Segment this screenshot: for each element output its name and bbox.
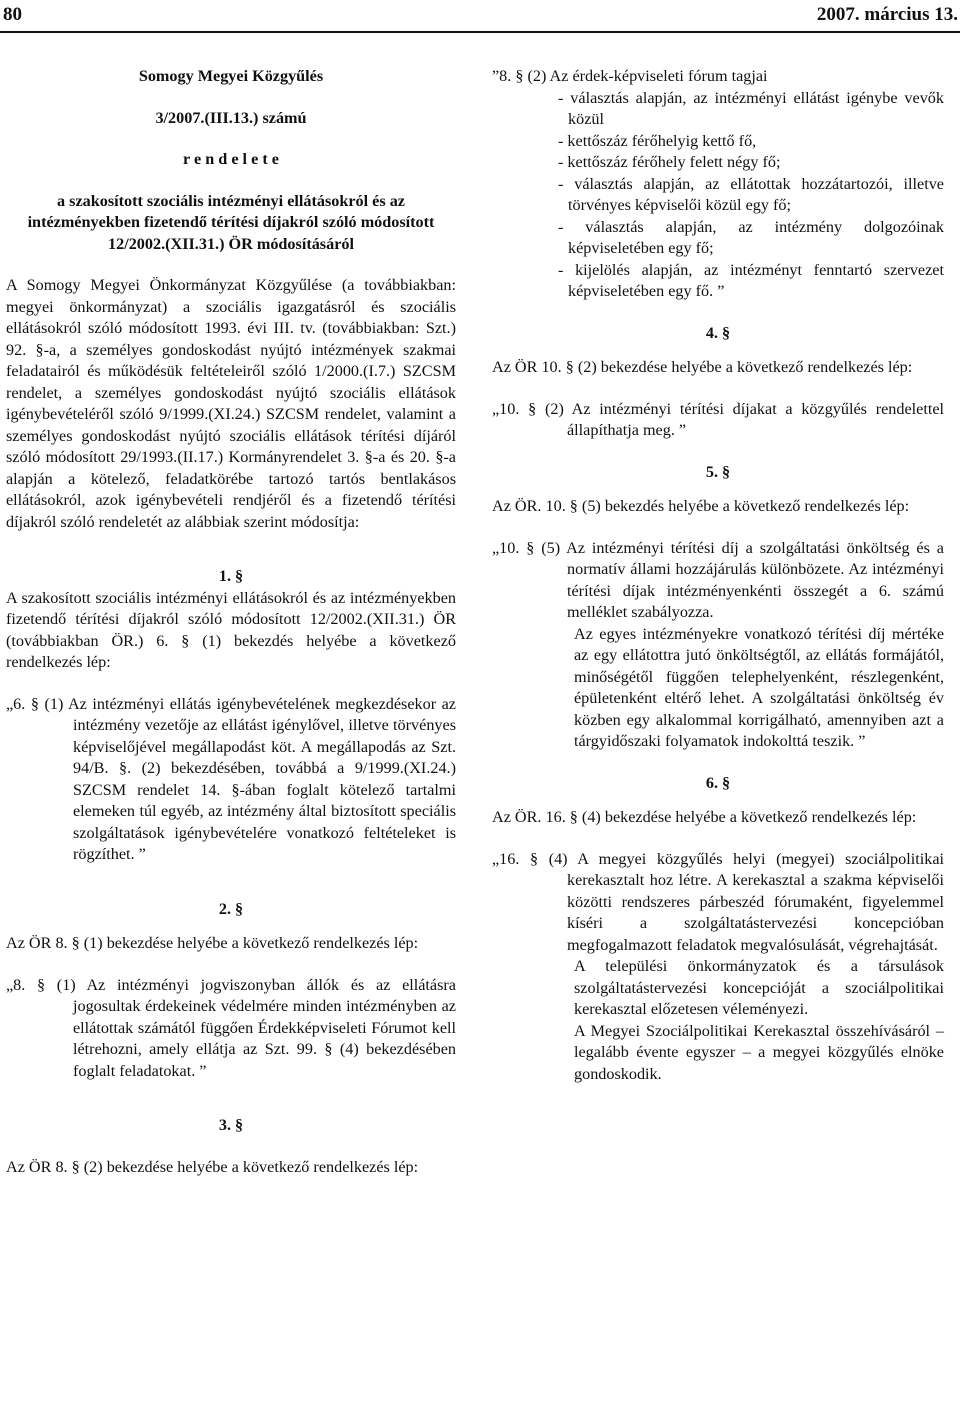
header-date: 2007. március 13.	[816, 4, 958, 25]
page-number: 80	[3, 4, 22, 25]
list-item: - választás alapján, az intézményi ellátást igénybe vevők közül	[558, 88, 944, 128]
decree-number: 3/2007.(III.13.) számú	[155, 108, 307, 127]
left-column	[6, 66, 456, 1178]
decree-title: a szakosított szociális intézményi ellátásokról és az intézményekben fizetendő térítési díjakról szóló módosított 12/2002.(XII.31.) ÖR módosításáról	[27, 191, 435, 253]
section-2-text: Az ÖR 8. § (1) bekezdése helyébe a következő rendelkezés lép:	[6, 934, 419, 952]
section-5-heading: 5. §	[705, 462, 731, 481]
header-rule	[0, 31, 960, 33]
right-column	[492, 66, 944, 1085]
section-2-quote: „8. § (1) Az intézményi jogviszonyban állók és az ellátásra jogosultak érdekeinek védelmére minden intézményben az ellátottak számától függően Érdekképviseleti Fórumot kell létrehozni, amely ellátja az Szt. 99. § (4) bekezdésében foglalt feladatokat. ”	[6, 975, 456, 1080]
preamble: A Somogy Megyei Önkormányzat Közgyűlése (a továbbiakban: megyei önkormányzat) a szociális igazgatásról és szociális ellátásokról szóló módosított 1993. évi III. tv. (továbbiakban: Szt.) 92. §-a, a személyes gondoskodást nyújtó intézmények szakmai feladatairól és működésük feltételeiről szóló 1/2000.(I.7.) SZCSM rendelet, a személyes gondoskodást nyújtó szociális ellátások igénybevételéről szóló 9/1999.(XI.24.) SZCSM rendelet, valamint a személyes gondoskodást nyújtó szociális ellátások térítési díjáról szóló módosított 29/1993.(II.17.) Kormányrendelet 3. §-a és 20. §-a alapján a kötelező, feladatkörébe tartozó tartós bentlakásos ellátásokról, azok igénybevételi rendjéről és a fizetendő térítési díjakról szóló rendeletét az alábbiak szerint módosítja:	[6, 276, 456, 531]
section-3-text: Az ÖR 8. § (2) bekezdése helyébe a következő rendelkezés lép:	[6, 1157, 419, 1176]
section-2-heading: 2. §	[218, 899, 244, 918]
list-item: - kettőszáz férőhely felett négy fő;	[558, 153, 781, 171]
decree-type: r e n d e l e t e	[183, 150, 279, 168]
page-header	[0, 0, 960, 32]
section-6-text: Az ÖR. 16. § (4) bekezdése helyébe a következő rendelkezés lép:	[492, 808, 917, 826]
section-6-quote: „16. § (4) A megyei közgyűlés helyi (megyei) szociálpolitikai kerekasztalt hoz létre. A kerekasztal a szakma képviselői közötti rendszeres párbeszéd fórumaként, figyelemmel kíséri a szolgáltatástervezési koncepcióban megfogalmazott feladatok megvalósulását, végrehajtását.	[492, 849, 944, 954]
section-4-text: Az ÖR 10. § (2) bekezdése helyébe a következő rendelkezés lép:	[492, 358, 913, 376]
section-4-heading: 4. §	[705, 323, 731, 342]
section-5-quote: „10. § (5) Az intézményi térítési díj a szolgáltatási önköltség és a normatív állami hozzájárulás különbözete. Az intézményi térítési díjak intézményenkénti összegét a 6. számú melléklet szabályozza.	[492, 538, 944, 621]
section-1-text: A szakosított szociális intézményi ellátásokról és az intézményekben fizetendő térítési díjakról szóló módosított 12/2002.(XII.31.) ÖR (továbbiakban ÖR.) 6. § (1) bekezdés helyébe a következő rendelkezés lép:	[6, 588, 456, 671]
list-item: - választás alapján, az ellátottak hozzátartozói, illetve törvényes képviselői közül egy fő;	[558, 174, 944, 214]
section-6-quote-continued: A települési önkormányzatok és a társulások szolgáltatástervezési koncepcióját a szociálpolitikai kerekasztal előzetesen véleményezi.	[574, 957, 944, 1018]
section-3-heading: 3. §	[218, 1116, 244, 1134]
section-1-quote: „6. § (1) Az intézményi ellátás igénybevételének megkezdésekor az intézmény vezetője az ellátást igénylővel, illetve törvényes képviselőjével megállapodást köt. A megállapodás az Szt. 94/B. §. (2) bekezdésében, továbbá a 9/1999.(XI.24.) SZCSM rendelet 14. §-ában foglalt kötelező tartalmi elemeken túl egyéb, az intézmény által biztosított speciális szolgáltatások igénybevételére vonatkozó feltételeket is rögzíthet. ”	[6, 694, 456, 863]
list-item: - kijelölés alapján, az intézményt fenntartó szervezet képviseletében egy fő. ”	[558, 260, 944, 300]
section-1-heading: 1. §	[218, 567, 244, 585]
continuation-intro: ”8. § (2) Az érdek-képviseleti fórum tagjai	[492, 67, 768, 85]
list-item: - kettőszáz férőhelyig kettő fő,	[558, 131, 757, 150]
section-5-text: Az ÖR. 10. § (5) bekezdés helyébe a következő rendelkezés lép:	[492, 497, 910, 515]
section-5-quote-continued: Az egyes intézményekre vonatkozó térítési díj mértéke az egy ellátottra jutó önköltségtől, az ellátás formájától, minőségétől függően telephelyenként, részlegenként, épületenként eltérő lehet. A szolgáltatási önköltség év közben egy alkalommal korrigálható, amennyiben azt a tárgyidőszaki folyamatok indokolttá teszik. ”	[574, 624, 944, 750]
list-item: - választás alapján, az intézmény dolgozóinak képviseletében egy fő;	[558, 217, 944, 257]
member-list	[492, 88, 944, 303]
section-4-quote: „10. § (2) Az intézményi térítési díjakat a közgyűlés rendelettel állapíthatja meg. ”	[492, 399, 944, 439]
section-6-heading: 6. §	[705, 773, 731, 792]
issuer-name: Somogy Megyei Közgyűlés	[138, 67, 324, 85]
section-6-quote-final: A Megyei Szociálpolitikai Kerekasztal összehívásáról – legalább évente egyszer – a megyei közgyűlés elnöke gondoskodik.	[574, 1021, 944, 1083]
